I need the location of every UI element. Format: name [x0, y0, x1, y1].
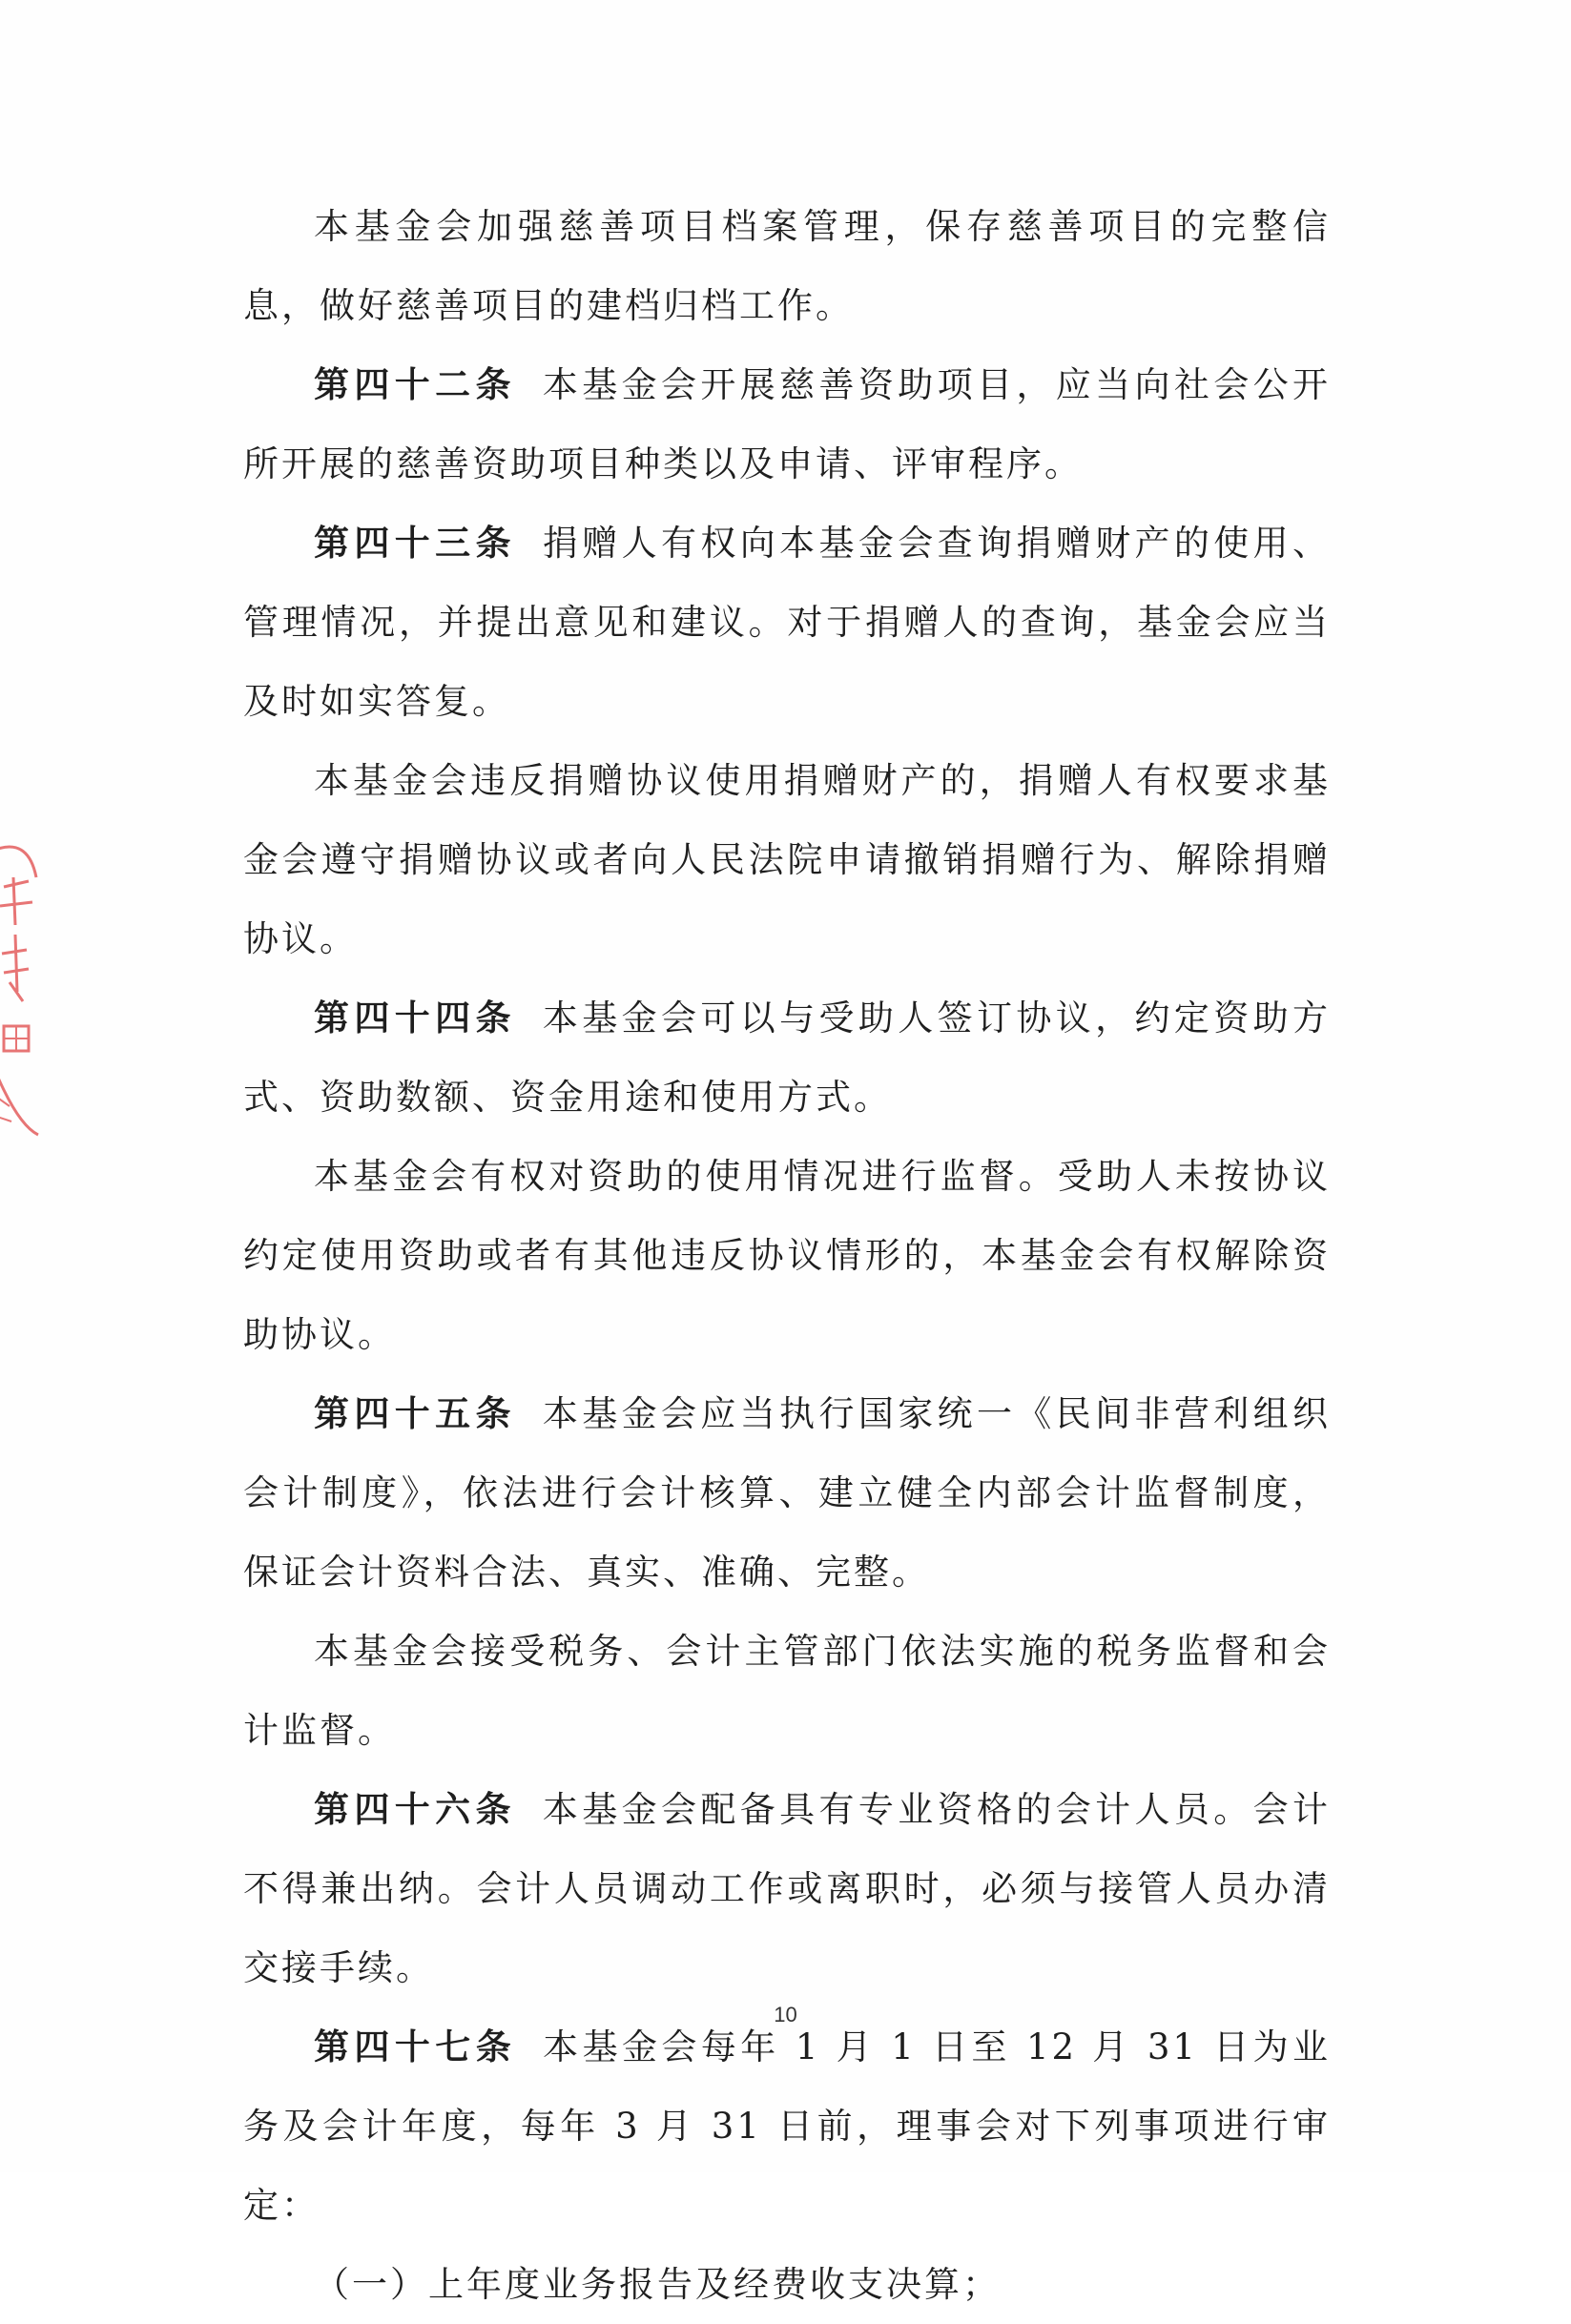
article-heading: 第四十五条	[314, 1393, 516, 1434]
paragraph-article-45: 第四十五条 本基金会应当执行国家统一《民间非营利组织会计制度》，依法进行会计核算、建立健全内部会计监督制度，保证会计资料合法、真实、准确、完整。	[243, 1393, 1331, 1593]
paragraph-11: （一）上年度业务报告及经费收支决算；	[314, 2264, 1001, 2305]
paragraph-article-42: 第四十二条 本基金会开展慈善资助项目，应当向社会公开所开展的慈善资助项目种类以及申请、评审程序。	[243, 364, 1331, 484]
paragraph-article-44: 第四十四条 本基金会可以与受助人签订协议，约定资助方式、资助数额、资金用途和使用方式。	[243, 997, 1331, 1118]
paragraph-article-46: 第四十六条 本基金会配备具有专业资格的会计人员。会计不得兼出纳。会计人员调动工作或离职时，必须与接管人员办清交接手续。	[243, 1789, 1331, 1988]
article-heading: 第四十三条	[314, 523, 516, 564]
article-heading: 第四十七条	[314, 2026, 517, 2067]
paragraph-6: 本基金会有权对资助的使用情况进行监督。受助人未按协议约定使用资助或者有其他违反协议情形的，本基金会有权解除资助协议。	[243, 1156, 1331, 1355]
paragraph-article-43: 第四十三条 捐赠人有权向本基金会查询捐赠财产的使用、管理情况，并提出意见和建议。对于捐赠人的查询，基金会应当及时如实答复。	[243, 523, 1331, 722]
paragraph-4: 本基金会违反捐赠协议使用捐赠财产的，捐赠人有权要求基金会遵守捐赠协议或者向人民法院申请撤销捐赠行为、解除捐赠协议。	[243, 760, 1331, 959]
article-heading: 第四十二条	[314, 364, 516, 405]
article-heading: 第四十四条	[314, 997, 516, 1039]
seal-stamp-fragment	[0, 839, 48, 1144]
paragraph-1: 本基金会加强慈善项目档案管理，保存慈善项目的完整信息，做好慈善项目的建档归档工作。	[243, 206, 1331, 326]
article-heading: 第四十六条	[314, 1789, 516, 1830]
paragraph-8: 本基金会接受税务、会计主管部门依法实施的税务监督和会计监督。	[243, 1631, 1331, 1751]
paragraph-article-47: 第四十七条 本基金会每年 1 月 1 日至 12 月 31 日为业务及会计年度，每年 3 月 31 日前，理事会对下列事项进行审定：	[243, 2026, 1331, 2226]
page-number: 10	[774, 2003, 797, 2026]
